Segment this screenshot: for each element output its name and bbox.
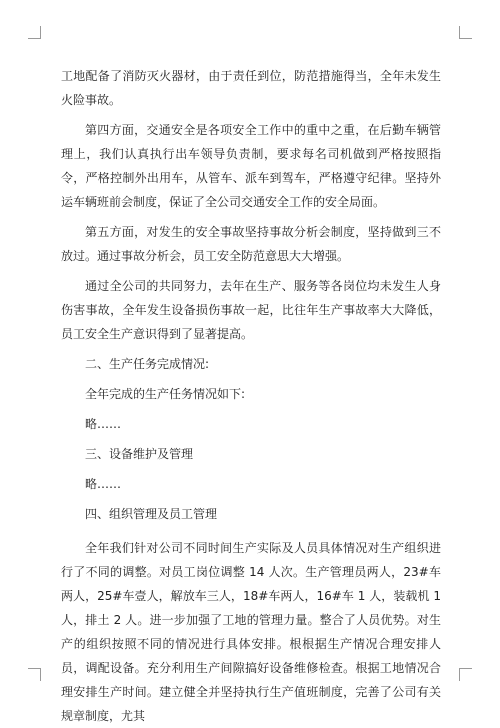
paragraph-traffic-safety: 第四方面，交通安全是各项安全工作中的重中之重，在后勤车辆管理上，我们认真执行出车领导负责制，要求每名司机做到严格按照指令，严格控制外出用车，从管车、派车到驾车，严格遵守纪律。坚持外运车辆班前会制度，保证了全公司交通安全工作的安全局面。 [61,123,441,209]
section-heading-production: 二、生产任务完成情况: [85,357,210,371]
section-heading-equipment: 三、设备维护及管理 [85,447,194,461]
document-body [61,64,441,728]
crop-mark-top-right [459,26,472,39]
section-heading-organization: 四、组织管理及员工管理 [85,507,218,521]
crop-mark-bottom-left [28,668,41,681]
paragraph-fire-safety: 工地配备了消防灭火器材，由于责任到位，防范措施得当，全年未发生火险事故。 [61,69,441,107]
paragraph-safety-summary: 通过全公司的共同努力，去年在生产、服务等各岗位均未发生人身伤害事故，全年发生设备损伤事故一起，比往年生产事故率大大降低，员工安全生产意识得到了显著提高。 [61,279,441,341]
crop-mark-top-left [28,26,41,39]
paragraph-omitted: 略…… [85,417,122,431]
paragraph-accident-analysis: 第五方面，对发生的安全事故坚持事故分析会制度，坚持做到三不放过。通过事故分析会，员工安全防范意思大大增强。 [61,225,441,263]
crop-mark-bottom-right [459,668,472,681]
paragraph-omitted: 略…… [85,477,122,491]
paragraph-production-intro: 全年完成的生产任务情况如下: [85,387,246,401]
paragraph-organization: 全年我们针对公司不同时间生产实际及人员具体情况对生产组织进行了不同的调整。对员工岗位调整 14 人次。生产管理员两人，23#车两人，25#车壹人，解放车三人，18#车两人，16#车 1 人，装载机 1 人，排土 2 人。进一步加强了工地的管理力量。整合了人员优势。对生产的组织按照不同的情况进行具体安排。根根据生产情况合理安排人员，调配设备。充分利用生产间隙搞好设备维修检查。根据工地情况合理安排生产时间。建立健全并坚持执行生产值班制度，完善了公司有关规章制度，尤其 [61,541,441,723]
